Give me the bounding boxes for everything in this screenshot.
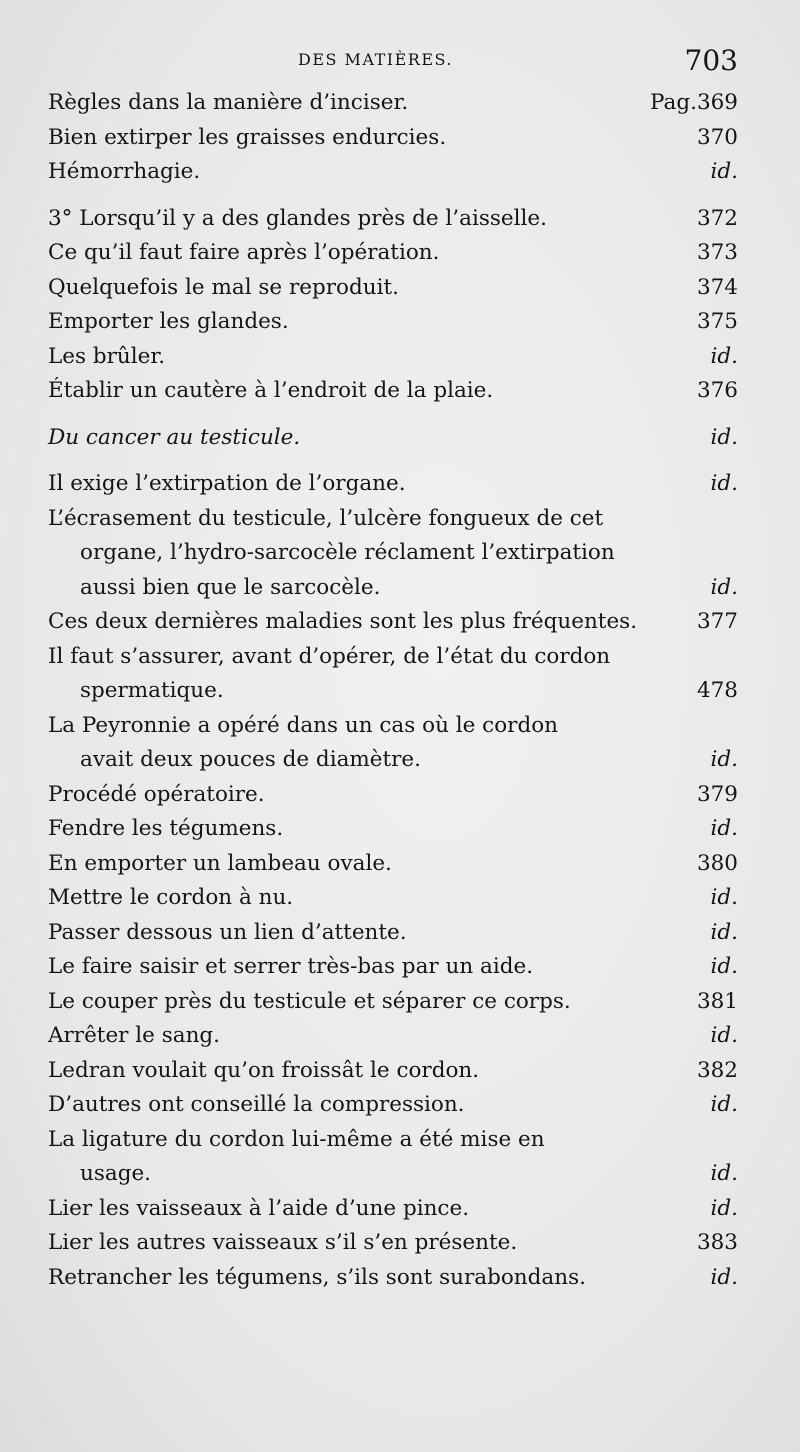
toc-entry-page <box>711 1192 738 1227</box>
toc-entry-page <box>711 340 738 375</box>
page-number: 703 <box>684 44 738 77</box>
toc-entry-page <box>711 1019 738 1054</box>
page-ref: 380 <box>696 850 738 876</box>
page-ref: id. <box>710 343 738 369</box>
toc-entry-text: aussi bien que le sarcocèle. <box>80 574 381 600</box>
toc-entry <box>0 421 800 456</box>
entry-spacer <box>0 409 800 421</box>
page-ref: id. <box>710 885 738 910</box>
toc-entry-text: La Peyronnie a opéré dans un cas où le cordon <box>48 712 558 738</box>
toc-entry <box>0 847 800 882</box>
toc-entry-line <box>0 812 800 847</box>
toc-entry-text: usage. <box>80 1161 152 1186</box>
toc-entry-text: Hémorrhagie. <box>48 159 201 184</box>
toc-entry <box>0 121 800 156</box>
toc-entry <box>0 1019 800 1054</box>
toc-entry-line <box>0 1192 800 1227</box>
toc-entry-page <box>711 1088 738 1123</box>
toc-entry-text: Ledran voulait qu’on froissât le cordon. <box>48 1057 480 1083</box>
toc-entry-page <box>697 202 738 237</box>
page-ref: 372 <box>696 205 738 231</box>
toc-entry-page <box>697 847 738 882</box>
toc-entry-page <box>711 743 738 778</box>
toc-entry-page <box>711 155 738 190</box>
toc-entry <box>0 155 800 190</box>
toc-entry-line <box>0 778 800 813</box>
toc-entry-page <box>711 421 738 456</box>
toc-entry <box>0 709 800 778</box>
toc-entry-text: 3° Lorsqu’il y a des glandes près de l’aisselle. <box>48 205 547 231</box>
toc-entry-line <box>0 340 800 375</box>
toc-entry-text: Le faire saisir et serrer très-bas par un aide. <box>48 954 534 979</box>
toc-entry-line <box>0 1054 800 1089</box>
toc-entry-text: Quelquefois le mal se reproduit. <box>48 274 399 300</box>
page-ref: id. <box>710 1023 738 1048</box>
toc-entry-text: Les brûler. <box>48 343 166 369</box>
toc-entry-text: Procédé opératoire. <box>48 781 265 807</box>
toc-entry-page <box>697 605 738 640</box>
toc-entry-text: Passer dessous un lien d’attente. <box>48 919 407 945</box>
toc-entry-line <box>0 421 800 456</box>
toc-entry-text: Lier les vaisseaux à l’aide d’une pince. <box>48 1195 470 1221</box>
toc-entry-page <box>711 1261 738 1296</box>
page-ref: 379 <box>696 781 738 807</box>
running-head-title: DES MATIÈRES. <box>298 50 453 69</box>
toc-entry-text: Il exige l’extirpation de l’organe. <box>48 471 406 496</box>
toc-entry <box>0 305 800 340</box>
toc-entry-line <box>0 950 800 985</box>
toc-entry <box>0 271 800 306</box>
toc-entry-line <box>0 86 800 121</box>
page-ref: id. <box>710 471 738 496</box>
page-ref: id. <box>710 954 738 979</box>
toc-entry <box>0 236 800 271</box>
page-ref: id. <box>710 919 738 945</box>
toc-entry-line <box>0 236 800 271</box>
toc-entry-page <box>711 467 738 502</box>
toc-entry <box>0 467 800 502</box>
toc-entry-page <box>697 121 738 156</box>
page-ref: id. <box>710 1161 738 1186</box>
toc-entry-line <box>0 881 800 916</box>
toc-entry-text: L’écrasement du testicule, l’ulcère fongueux de cet <box>48 505 604 531</box>
toc-entry-text: Lier les autres vaisseaux s’il s’en présente. <box>48 1230 518 1255</box>
page-ref: 377 <box>696 609 738 634</box>
toc-entry-page <box>697 236 738 271</box>
toc-entry-text: Ces deux dernières maladies sont les plus fréquentes. <box>48 609 638 634</box>
table-of-contents <box>0 86 800 1295</box>
toc-entry <box>0 778 800 813</box>
toc-entry-text: Mettre le cordon à nu. <box>48 885 294 910</box>
toc-entry-line <box>0 1157 800 1192</box>
toc-entry-page <box>697 778 738 813</box>
page-ref: 478 <box>696 678 738 703</box>
toc-entry <box>0 640 800 709</box>
page-ref: id. <box>710 424 738 450</box>
toc-entry <box>0 812 800 847</box>
toc-entry-page <box>650 86 738 121</box>
toc-entry-page <box>697 305 738 340</box>
page-prefix: Pag. <box>650 90 697 115</box>
toc-entry <box>0 202 800 237</box>
toc-entry-text: spermatique. <box>80 678 224 703</box>
toc-entry-line <box>0 536 800 571</box>
toc-entry-page <box>711 1157 738 1192</box>
page-ref: 382 <box>696 1057 738 1083</box>
toc-entry-line <box>0 847 800 882</box>
toc-entry-line <box>0 155 800 190</box>
toc-entry <box>0 605 800 640</box>
toc-entry-page <box>697 985 738 1020</box>
page-ref: 370 <box>696 124 738 150</box>
toc-entry-text: Retrancher les tégumens, s’ils sont surabondans. <box>48 1264 586 1290</box>
toc-entry <box>0 1226 800 1261</box>
toc-entry-line <box>0 1088 800 1123</box>
running-head <box>0 44 800 77</box>
page-ref: 373 <box>696 240 738 265</box>
toc-entry-line <box>0 1261 800 1296</box>
toc-entry <box>0 881 800 916</box>
toc-entry-page <box>697 674 738 709</box>
toc-entry <box>0 86 800 121</box>
toc-entry-page <box>711 881 738 916</box>
toc-entry-line <box>0 674 800 709</box>
toc-entry-page <box>697 374 738 409</box>
page-ref: 383 <box>696 1230 738 1255</box>
toc-entry <box>0 1261 800 1296</box>
entry-spacer <box>0 455 800 467</box>
toc-entry-line <box>0 709 800 744</box>
toc-entry <box>0 1088 800 1123</box>
toc-entry-page <box>711 916 738 951</box>
page-ref: 375 <box>696 309 738 334</box>
toc-entry-line <box>0 502 800 537</box>
toc-entry <box>0 1054 800 1089</box>
toc-entry-text: Il faut s’assurer, avant d’opérer, de l’état du cordon <box>48 643 611 669</box>
toc-entry-line <box>0 202 800 237</box>
toc-entry <box>0 1123 800 1192</box>
entry-spacer <box>0 190 800 202</box>
toc-entry-text: Le couper près du testicule et séparer ce corps. <box>48 988 571 1014</box>
toc-entry-text: Règles dans la manière d’inciser. <box>48 90 409 115</box>
toc-entry-line <box>0 1123 800 1158</box>
toc-entry <box>0 374 800 409</box>
page-ref: id. <box>710 1092 738 1117</box>
page-ref: id. <box>710 1195 738 1221</box>
toc-entry-line <box>0 374 800 409</box>
page-ref: 376 <box>696 378 738 403</box>
toc-entry-line <box>0 640 800 675</box>
toc-entry-line <box>0 743 800 778</box>
toc-entry-line <box>0 985 800 1020</box>
toc-entry-line <box>0 1019 800 1054</box>
toc-entry <box>0 340 800 375</box>
page-ref: id. <box>710 574 738 600</box>
toc-entry-page <box>697 271 738 306</box>
toc-entry-page <box>711 571 738 606</box>
toc-entry <box>0 985 800 1020</box>
toc-entry <box>0 916 800 951</box>
toc-entry-text: Fendre les tégumens. <box>48 816 284 841</box>
page-ref: id. <box>710 159 738 184</box>
toc-entry-text: Établir un cautère à l’endroit de la plaie. <box>48 378 494 403</box>
toc-entry-line <box>0 121 800 156</box>
page-ref: 374 <box>696 274 738 300</box>
toc-entry-text: Bien extirper les graisses endurcies. <box>48 124 447 150</box>
toc-entry-page <box>711 950 738 985</box>
toc-entry <box>0 1192 800 1227</box>
toc-entry-text: Du cancer au testicule. <box>48 424 301 450</box>
page-ref: 381 <box>696 988 738 1014</box>
toc-entry <box>0 502 800 606</box>
toc-entry-line <box>0 1226 800 1261</box>
toc-entry-text: Ce qu’il faut faire après l’opération. <box>48 240 440 265</box>
page-ref: 369 <box>696 90 738 115</box>
toc-entry <box>0 950 800 985</box>
toc-entry-line <box>0 271 800 306</box>
page-ref: id. <box>710 747 738 772</box>
toc-entry-text: D’autres ont conseillé la compression. <box>48 1092 465 1117</box>
toc-entry-text: Emporter les glandes. <box>48 309 289 334</box>
toc-entry-line <box>0 305 800 340</box>
toc-entry-text: En emporter un lambeau ovale. <box>48 850 392 876</box>
toc-entry-text: Arrêter le sang. <box>48 1023 221 1048</box>
toc-entry-page <box>711 812 738 847</box>
toc-entry-page <box>697 1226 738 1261</box>
page-ref: id. <box>710 1264 738 1290</box>
toc-entry-text: avait deux pouces de diamètre. <box>80 747 421 772</box>
toc-entry-text: organe, l’hydro-sarcocèle réclament l’extirpation <box>80 540 615 565</box>
toc-entry-line <box>0 571 800 606</box>
toc-entry-line <box>0 605 800 640</box>
toc-entry-line <box>0 916 800 951</box>
toc-entry-text: La ligature du cordon lui-même a été mise en <box>48 1126 545 1152</box>
toc-entry-line <box>0 467 800 502</box>
toc-entry-page <box>697 1054 738 1089</box>
page-ref: id. <box>710 816 738 841</box>
